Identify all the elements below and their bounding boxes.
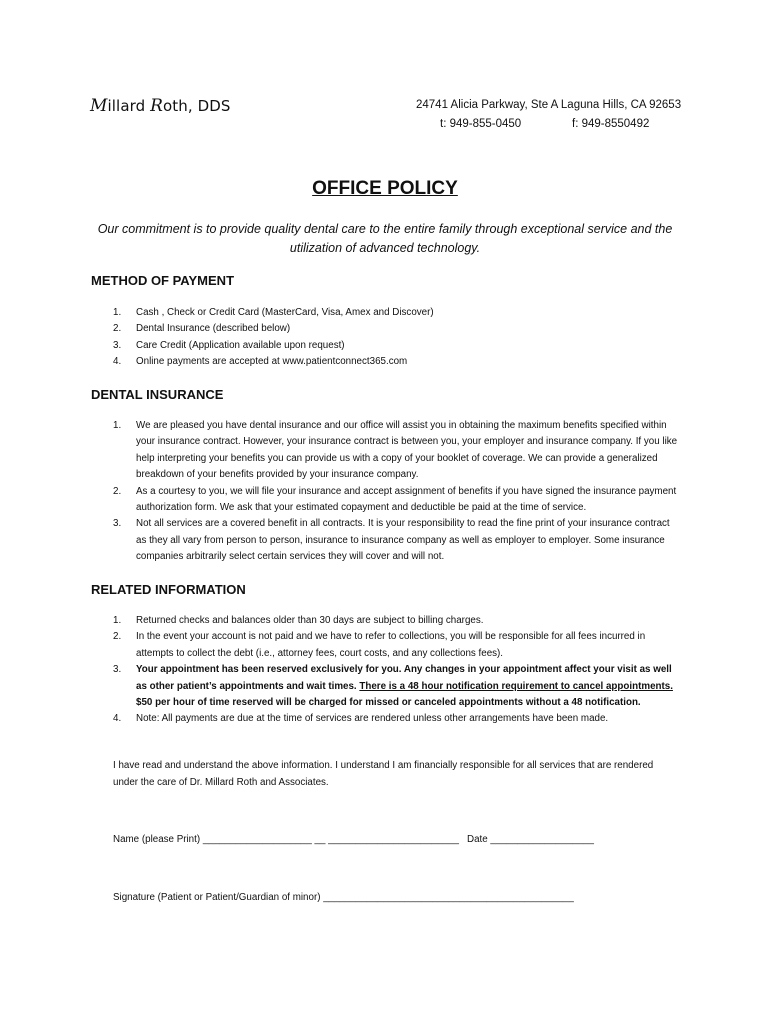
commitment-statement: Our commitment is to provide quality dental care to the entire family through exceptional service and the utilization of advanced technology. (97, 222, 673, 255)
practice-name-part: illard (107, 97, 151, 115)
practice-name-initial-m: M (90, 96, 108, 116)
list-item-text: We are pleased you have dental insurance and our office will assist you in obtaining the maximum benefits specified within your insurance contract. However, your insurance contract is between you, your employer and insurance company. If you like help interpreting your benefits you can provide us with a copy of your booklet of coverage. We can provide a generalized breakdown of your benefits provided by your insurance company. (136, 420, 678, 481)
practice-name-initial-r: R (150, 96, 164, 116)
list-item: 2. Dental Insurance (described below) (113, 323, 291, 335)
practice-address: 24741 Alicia Parkway, Ste A Laguna Hills, CA 92653 (416, 99, 682, 111)
list-item-text: Cash , Check or Credit Card (MasterCard, Visa, Amex and Discover) (136, 307, 434, 318)
practice-fax: f: 949-8550492 (572, 118, 650, 130)
page-title: OFFICE POLICY (312, 178, 458, 199)
list-item: 4. Note: All payments are due at the time of services are rendered unless other arrangements have been made. (113, 713, 609, 725)
list-item: 3. Care Credit (Application available upon request) (113, 339, 345, 351)
list-item: 3. Not all services are a covered benefit in all contracts. It is your responsibility to read the fine print of your insurance contract as they all vary from person to person, insurance to insurance company as well as employer to employer. Some insurance companies arbitrarily select certain services they will cover and will not. (113, 518, 670, 563)
list-item: 2. As a courtesy to you, we will file your insurance and accept assignment of benefits if you have signed the insurance payment authorization form. We ask that your estimated copayment and deductible be paid at the time of service. (113, 485, 677, 514)
list-item: 1. Returned checks and balances older than 30 days are subject to billing charges. (113, 615, 484, 626)
insurance-heading: DENTAL INSURANCE (91, 387, 224, 402)
print-name-field[interactable]: Name (please Print) ____________________ __ ________________________ (113, 834, 459, 845)
missed-appointment-fee-text: $50 per hour of time reserved will be charged for missed or canceled appointments without a 48 notification. (136, 697, 641, 709)
practice-phone: t: 949-855-0450 (440, 118, 522, 130)
list-item: 1. We are pleased you have dental insurance and our office will assist you in obtaining the maximum benefits specified within your insurance contract. However, your insurance contract is between you, your employer and insurance company. If you like help interpreting your benefits you can provide us with a copy of your booklet of coverage. We can provide a generalized breakdown of your benefits provided by your insurance company. (113, 420, 678, 481)
list-item-text: Returned checks and balances older than 30 days are subject to billing charges. (136, 615, 484, 626)
list-item-text: In the event your account is not paid and we have to refer to collections, you will be responsible for all fees incurred in attempts to collect the debt (i.e., attorney fees, court costs, and any collections fees). (136, 631, 646, 659)
payment-heading: METHOD OF PAYMENT (91, 273, 235, 288)
list-item-text: Online payments are accepted at www.patientconnect365.com (136, 356, 408, 368)
appointment-policy-text: Your appointment has been reserved exclusively for you. Any changes in your appointment affect your visit as well as other patient’s appointments and wait times. (136, 664, 672, 692)
practice-name (90, 96, 231, 116)
list-item-text: As a courtesy to you, we will file your insurance and accept assignment of benefits if you have signed the insurance payment authorization form. We ask that your estimated copayment and deductible be paid at the time of service. (136, 485, 677, 514)
list-item-text: Care Credit (Application available upon request) (136, 339, 345, 351)
payment-list (91, 305, 691, 371)
date-field[interactable]: Date ___________________ (467, 834, 594, 845)
list-item-text: Not all services are a covered benefit in all contracts. It is your responsibility to read the fine print of your insurance contract as they all vary from person to person, insurance to insurance company as well as employer to employer. Some insurance companies arbitrarily select certain services they will cover and will not. (136, 518, 670, 563)
list-item: 2. In the event your account is not paid and we have to refer to collections, you will be responsible for all fees incurred in attempts to collect the debt (i.e., attorney fees, court costs, and any collections fees). (113, 631, 646, 659)
acknowledgement-text: I have read and understand the above information. I understand I am financially responsible for all services that are rendered under the care of Dr. Millard Roth and Associates. (113, 760, 654, 788)
cancellation-requirement-text: There is a 48 hour notification requirement to cancel appointments. (359, 680, 673, 692)
list-item: 3. Your appointment has been reserved exclusively for you. Any changes in your appointment affect your visit as well as other patient’s appointments and wait times. There is a 48 hour notification requirement to cancel appointments. $50 per hour of time reserved will be charged for missed or canceled appointments without a 48 notification. (113, 664, 673, 709)
practice-name-part: oth, DDS (163, 97, 231, 115)
signature-field[interactable]: Signature (Patient or Patient/Guardian of minor) ______________________________________________ (113, 892, 574, 903)
related-heading: RELATED INFORMATION (91, 582, 246, 597)
related-list (91, 613, 683, 728)
list-item: 1. Cash , Check or Credit Card (MasterCard, Visa, Amex and Discover) (113, 307, 434, 318)
insurance-list (91, 418, 681, 566)
list-item: 4. Online payments are accepted at www.patientconnect365.com (113, 356, 408, 368)
list-item-text: Dental Insurance (described below) (136, 323, 291, 335)
list-item-text: Note: All payments are due at the time of services are rendered unless other arrangements have been made. (136, 713, 609, 725)
